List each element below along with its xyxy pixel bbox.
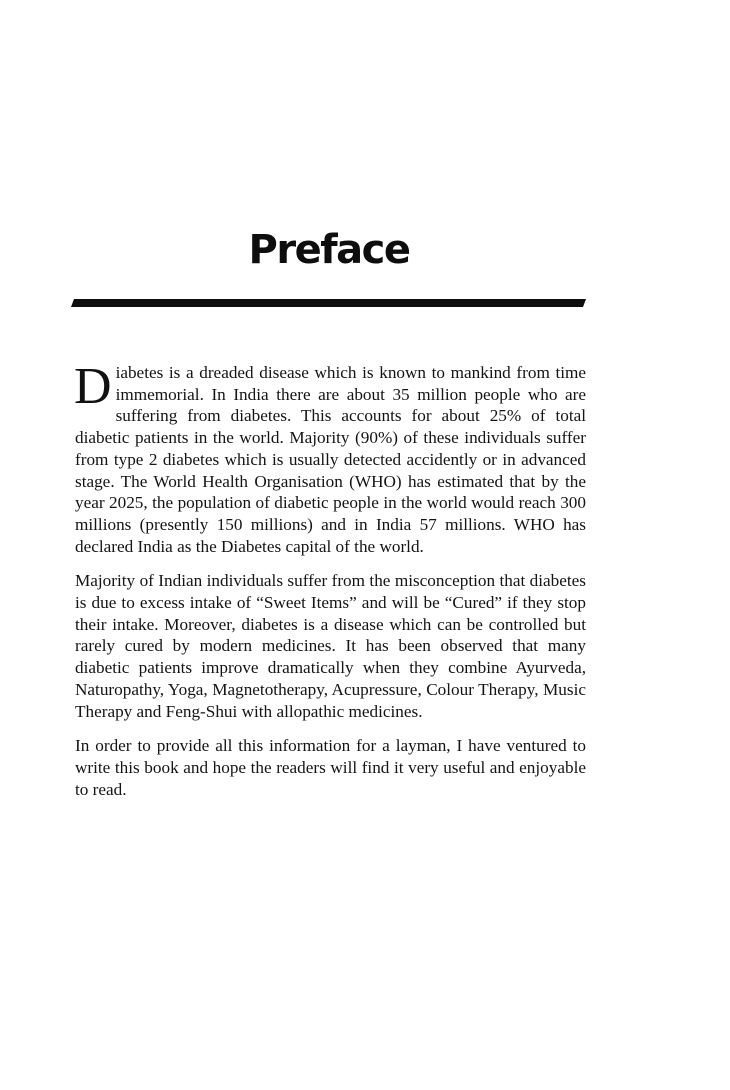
title-divider-rule xyxy=(71,299,586,307)
paragraph-1 xyxy=(74,358,586,557)
paragraph-1-text: iabetes is a dreaded disease which is known to mankind from time immemorial. In India there are about 35 million people who are suffering from diabetes. This accounts for about 25% of total diabetic patients in the world. Majority (90%) of these individuals suffer from type 2 diabetes which is usually detected accidently or in advanced stage. The World Health Organisation (WHO) has estimated that by the year 2025, the population of diabetic people in the world would reach 300 millions (presently 150 millions) and in India 57 millions. WHO has declared India as the Diabetes capital of the world. xyxy=(75,363,586,556)
paragraph-2: Majority of Indian individuals suffer from the misconception that diabetes is due to excess intake of “Sweet Items” and will be “Cured” if they stop their intake. Moreover, diabetes is a disease which can be controlled but rarely cured by modern medicines. It has been observed that many diabetic patients improve dramatically when they combine Ayurveda, Naturopathy, Yoga, Magnetotherapy, Acupressure, Colour Therapy, Music Therapy and Feng-Shui with allopathic medicines. xyxy=(75,571,586,721)
page-title: Preface xyxy=(248,227,410,273)
drop-cap: D xyxy=(74,358,112,415)
paragraph-3: In order to provide all this information for a layman, I have ventured to write this book and hope the readers will find it very useful and enjoyable to read. xyxy=(75,736,586,799)
preface-body xyxy=(74,358,586,813)
